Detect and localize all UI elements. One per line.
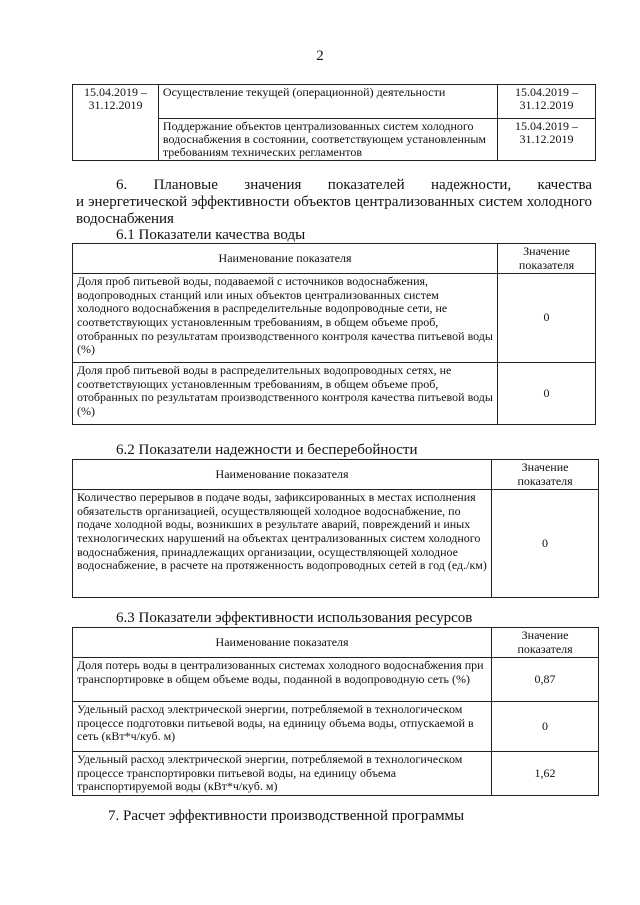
indicator-value: 0 [498, 363, 596, 425]
schedule-activity: Осуществление текущей (операционной) деятельности [158, 85, 497, 119]
indicator-name: Количество перерывов в подаче воды, зафиксированных в местах исполнения обязательств организацией, осуществляющей холодное водоснабжение, по подаче холодной воды, возникших в результате аварий, повреждений и иных технологических нарушений на объектах централизованных систем холодного водоснабжения, принадлежащих организации, осуществляющей холодное водоснабжение, в расчете на протяженность водопроводных сетей в год (ед./км) [73, 490, 492, 598]
efficiency-header-value: Значение показателя [492, 628, 599, 658]
indicator-value: 0 [492, 702, 599, 752]
table-row [73, 274, 596, 363]
efficiency-header-name: Наименование показателя [73, 628, 492, 658]
schedule-period-right: 15.04.2019 – 31.12.2019 [498, 119, 596, 161]
quality-table [72, 243, 596, 425]
indicator-value: 0,87 [492, 658, 599, 702]
indicator-name: Доля проб питьевой воды, подаваемой с источников водоснабжения, водопроводных станций или иных объектов централизованных систем холодного водоснабжения в распределительные водопроводные сети, не соответствующих установленным требованиям, в общем объеме проб, отобранных по результатам производственного контроля качества питьевой воды (%) [73, 274, 498, 363]
quality-subheading: 6.1 Показатели качества воды [116, 227, 306, 243]
page-number: 2 [316, 48, 324, 64]
indicator-name: Доля проб питьевой воды в распределительных водопроводных сетях, не соответствующих установленным требованиям, в общем объеме проб, отобранных по результатам производственного контроля качества питьевой воды (%) [73, 363, 498, 425]
schedule-activity: Поддержание объектов централизованных систем холодного водоснабжения в состоянии, соответствующем установленным требованиям технических регламентов [158, 119, 497, 161]
indicator-name: Удельный расход электрической энергии, потребляемой в технологическом процессе транспортировки питьевой воды, на единицу объема транспортируемой воды (кВт*ч/куб. м) [73, 752, 492, 796]
quality-header-name: Наименование показателя [73, 244, 498, 274]
quality-header-value: Значение показателя [498, 244, 596, 274]
reliability-subheading: 6.2 Показатели надежности и бесперебойности [116, 442, 418, 458]
table-row [73, 658, 599, 702]
indicator-name: Доля потерь воды в централизованных системах холодного водоснабжения при транспортировке в общем объеме воды, поданной в водопроводную сеть (%) [73, 658, 492, 702]
efficiency-table [72, 627, 599, 796]
table-row [73, 363, 596, 425]
indicator-name: Удельный расход электрической энергии, потребляемой в технологическом процессе подготовки питьевой воды, на единицу объема воды, отпускаемой в сеть (кВт*ч/куб. м) [73, 702, 492, 752]
reliability-header-value: Значение показателя [492, 460, 599, 490]
section-6-heading [76, 177, 592, 228]
reliability-table [72, 459, 599, 598]
schedule-table [72, 84, 596, 161]
reliability-header-name: Наименование показателя [73, 460, 492, 490]
schedule-period-right: 15.04.2019 – 31.12.2019 [498, 85, 596, 119]
section-6-title-line1: 6. Плановые значения показателей надежности, качества [116, 177, 592, 193]
indicator-value: 1,62 [492, 752, 599, 796]
section-7-heading: 7. Расчет эффективности производственной программы [108, 808, 465, 824]
schedule-row [73, 85, 596, 119]
schedule-period-left: 15.04.2019 – 31.12.2019 [73, 85, 159, 161]
indicator-value: 0 [492, 490, 599, 598]
table-row [73, 702, 599, 752]
efficiency-subheading: 6.3 Показатели эффективности использования ресурсов [116, 610, 473, 626]
section-6-title-line2: и энергетической эффективности объектов централизованных систем холодного водоснабжения [76, 194, 592, 227]
table-row [73, 490, 599, 598]
indicator-value: 0 [498, 274, 596, 363]
table-row [73, 752, 599, 796]
